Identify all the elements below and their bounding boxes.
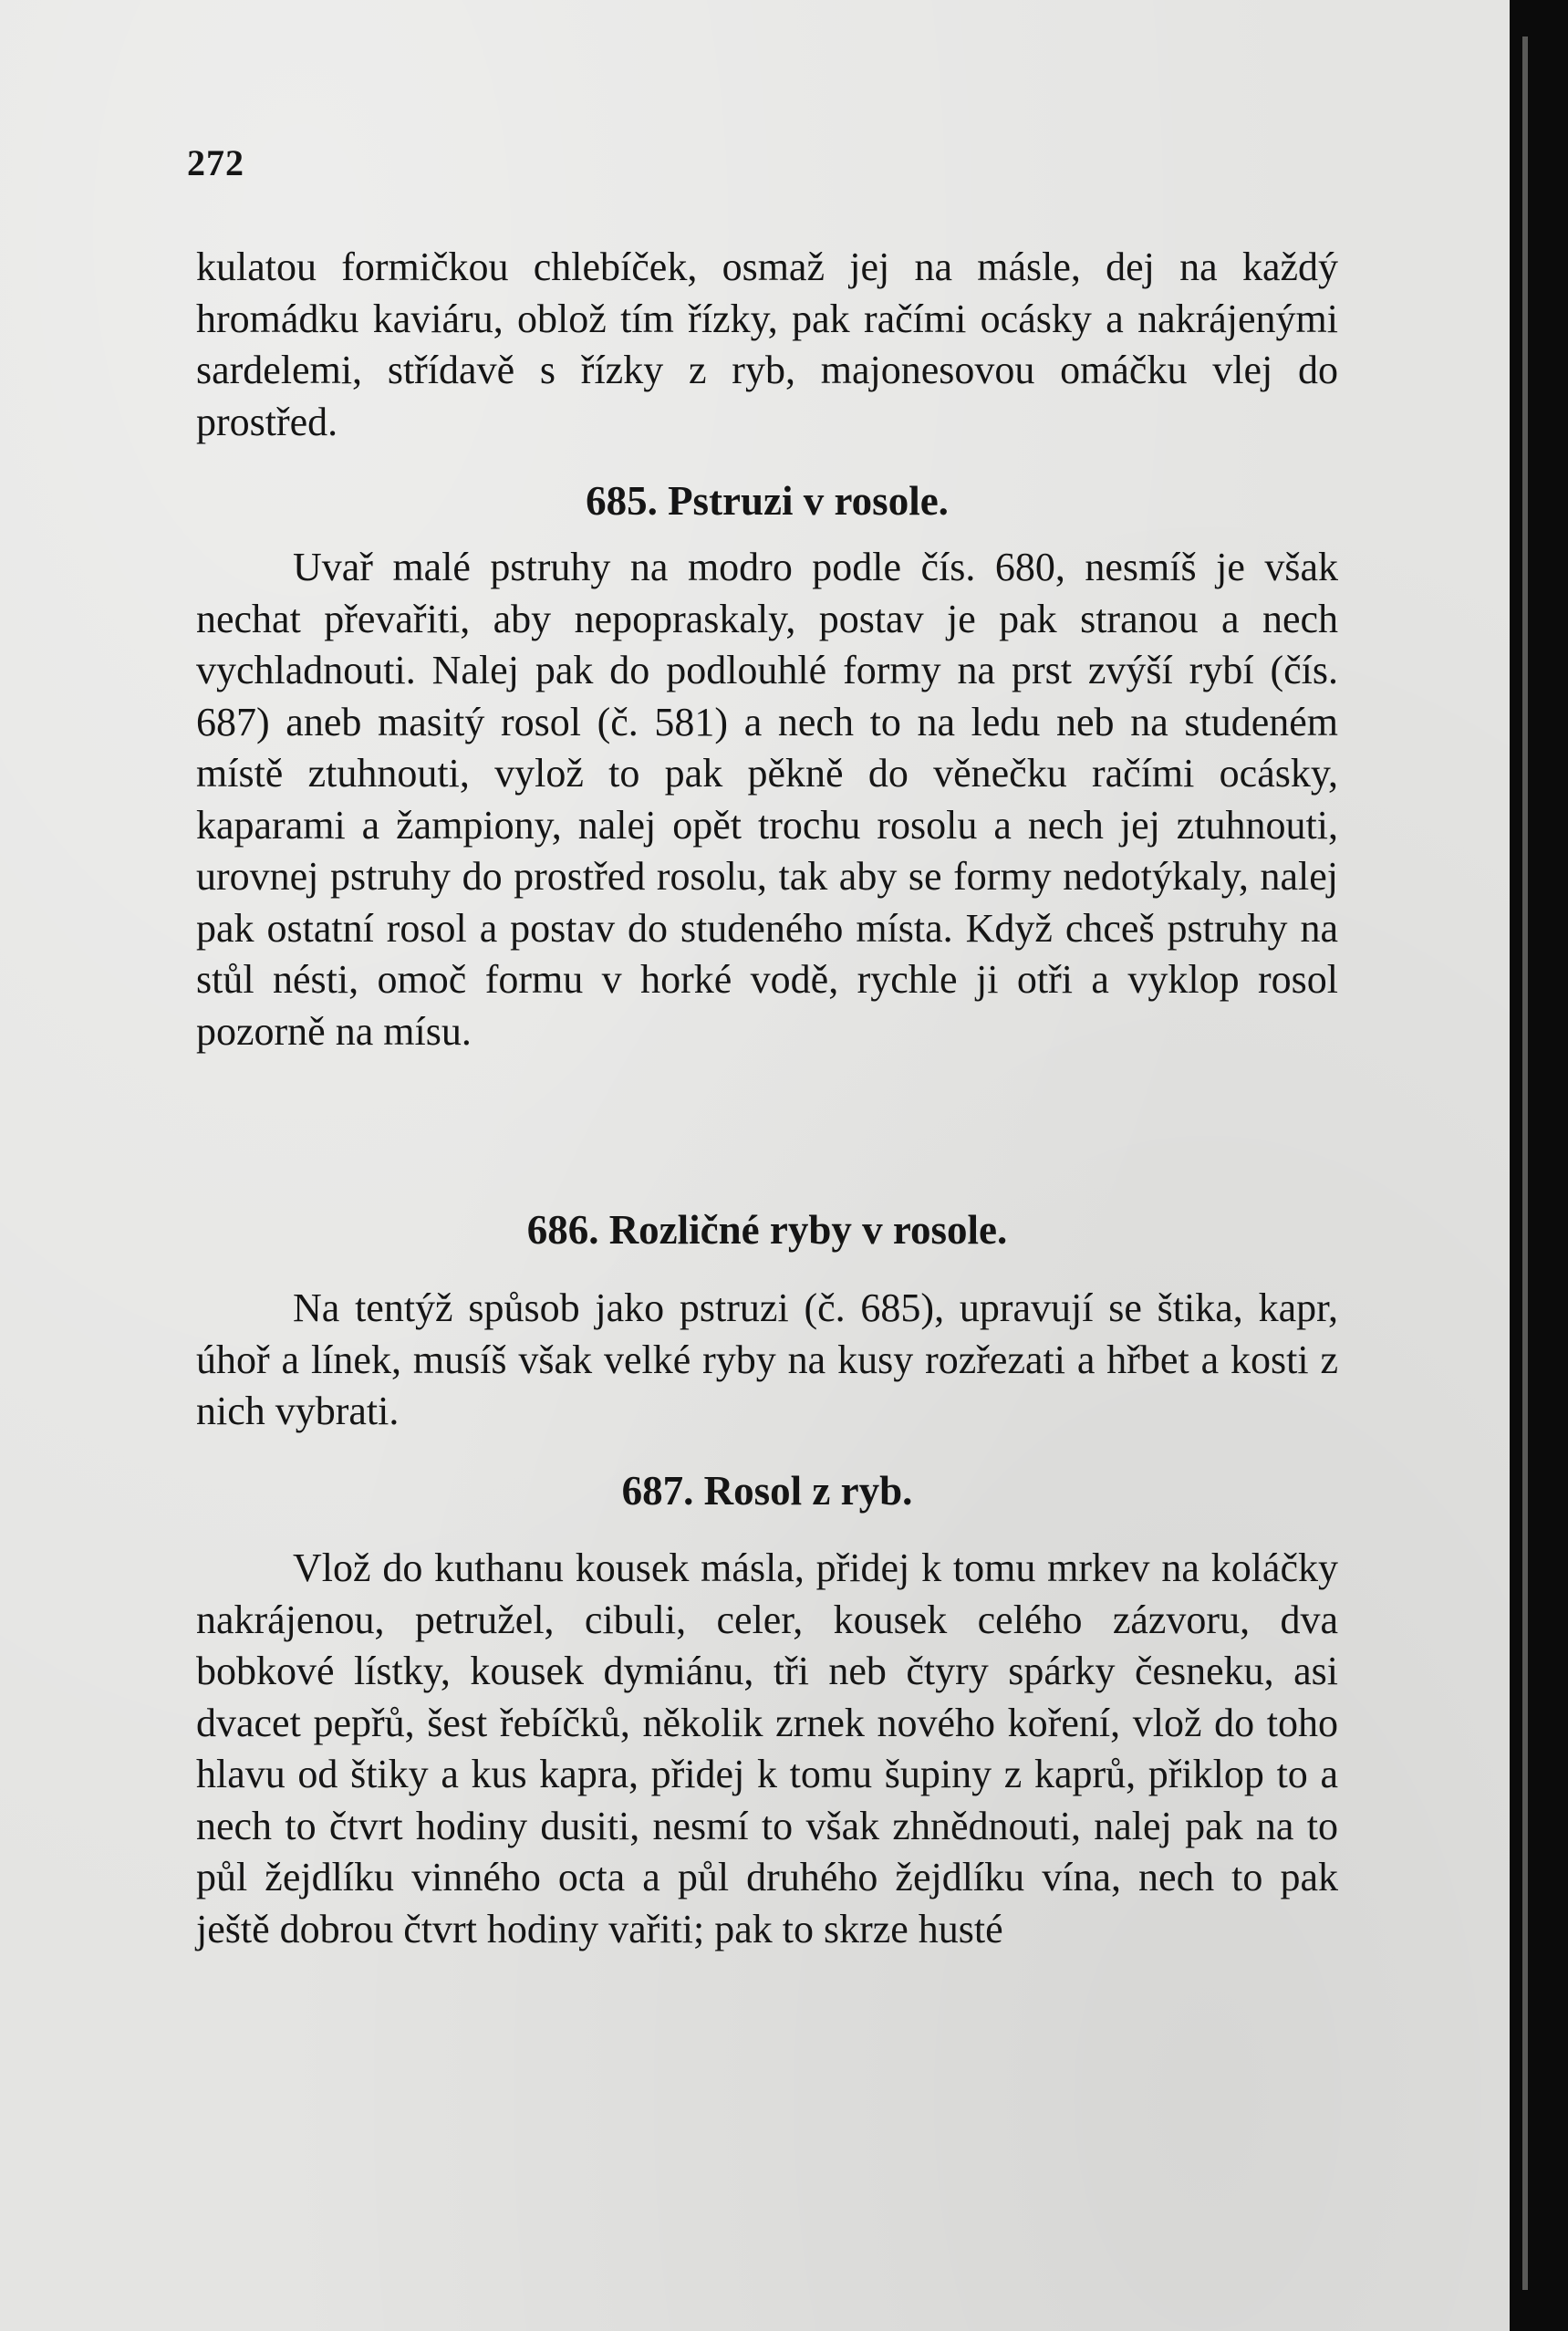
paragraph-text: Na tentýž spůsob jako pstruzi (č. 685), upravují se štika, kapr, úhoř a línek, musíš však velké ryby na kusy rozřezati a hřbet a kosti z nich vybrati. xyxy=(196,1285,1338,1433)
paragraph-text: kulatou formičkou chlebíček, osmaž jej na másle, dej na každý hromádku kaviáru, oblož tím řízky, pak račími ocásky a nakrájenými sardelemi, střídavě s řízky z ryb, majonesovou omáčku vlej do prostřed. xyxy=(196,245,1338,444)
recipe-heading-685: 685. Pstruzi v rosole. xyxy=(586,478,949,524)
recipe-body-686 xyxy=(196,1283,1338,1438)
paragraph-text: Uvař malé pstruhy na modro podle čís. 680, nesmíš je však nechat převařiti, aby nepopraskaly, postav je pak stranou a nech vychladnouti. Nalej pak do podlouhlé formy na prst zvýší rybí (čís. 687) aneb masitý rosol (č. 581) a nech to na ledu neb na studeném místě ztuhnouti, vylož to pak pěkně do věnečku račími ocásky, kaparami a žampiony, nalej opět trochu rosolu a nech jej ztuhnouti, urovnej pstruhy do prostřed rosolu, tak aby se formy nedotýkaly, nalej pak ostatní rosol a postav do studeného místa. Když chceš pstruhy na stůl nésti, omoč formu v horké vodě, rychle ji otři a vyklop rosol pozorně na mísu. xyxy=(196,545,1338,1054)
page-number: 272 xyxy=(187,142,244,183)
recipe-heading-687: 687. Rosol z ryb. xyxy=(621,1468,913,1514)
recipe-body-687 xyxy=(196,1543,1338,1955)
scan-border xyxy=(1510,0,1568,2331)
page-edge-strip xyxy=(1522,36,1528,2290)
paragraph-continuation xyxy=(196,242,1338,461)
recipe-body-685 xyxy=(196,542,1338,1057)
recipe-heading-686: 686. Rozličné ryby v rosole. xyxy=(526,1207,1008,1253)
paragraph-text: Vlož do kuthanu kousek másla, přidej k tomu mrkev na koláčky nakrájenou, petružel, cibuli, celer, kousek celého zázvoru, dva bobkové lístky, kousek dymiánu, tři neb čtyry spárky česneku, asi dvacet pepřů, šest řebíčků, několik zrnek nového koření, vlož do toho hlavu od štiky a kus kapra, přidej k tomu šupiny z kaprů, přiklop to a nech to čtvrt hodiny dusiti, nesmí to však zhnědnouti, nalej pak na to půl žejdlíku vinného octa a půl druhého žejdlíku vína, nech to pak ještě dobrou čtvrt hodiny vařiti; pak to skrze husté xyxy=(196,1545,1338,1951)
